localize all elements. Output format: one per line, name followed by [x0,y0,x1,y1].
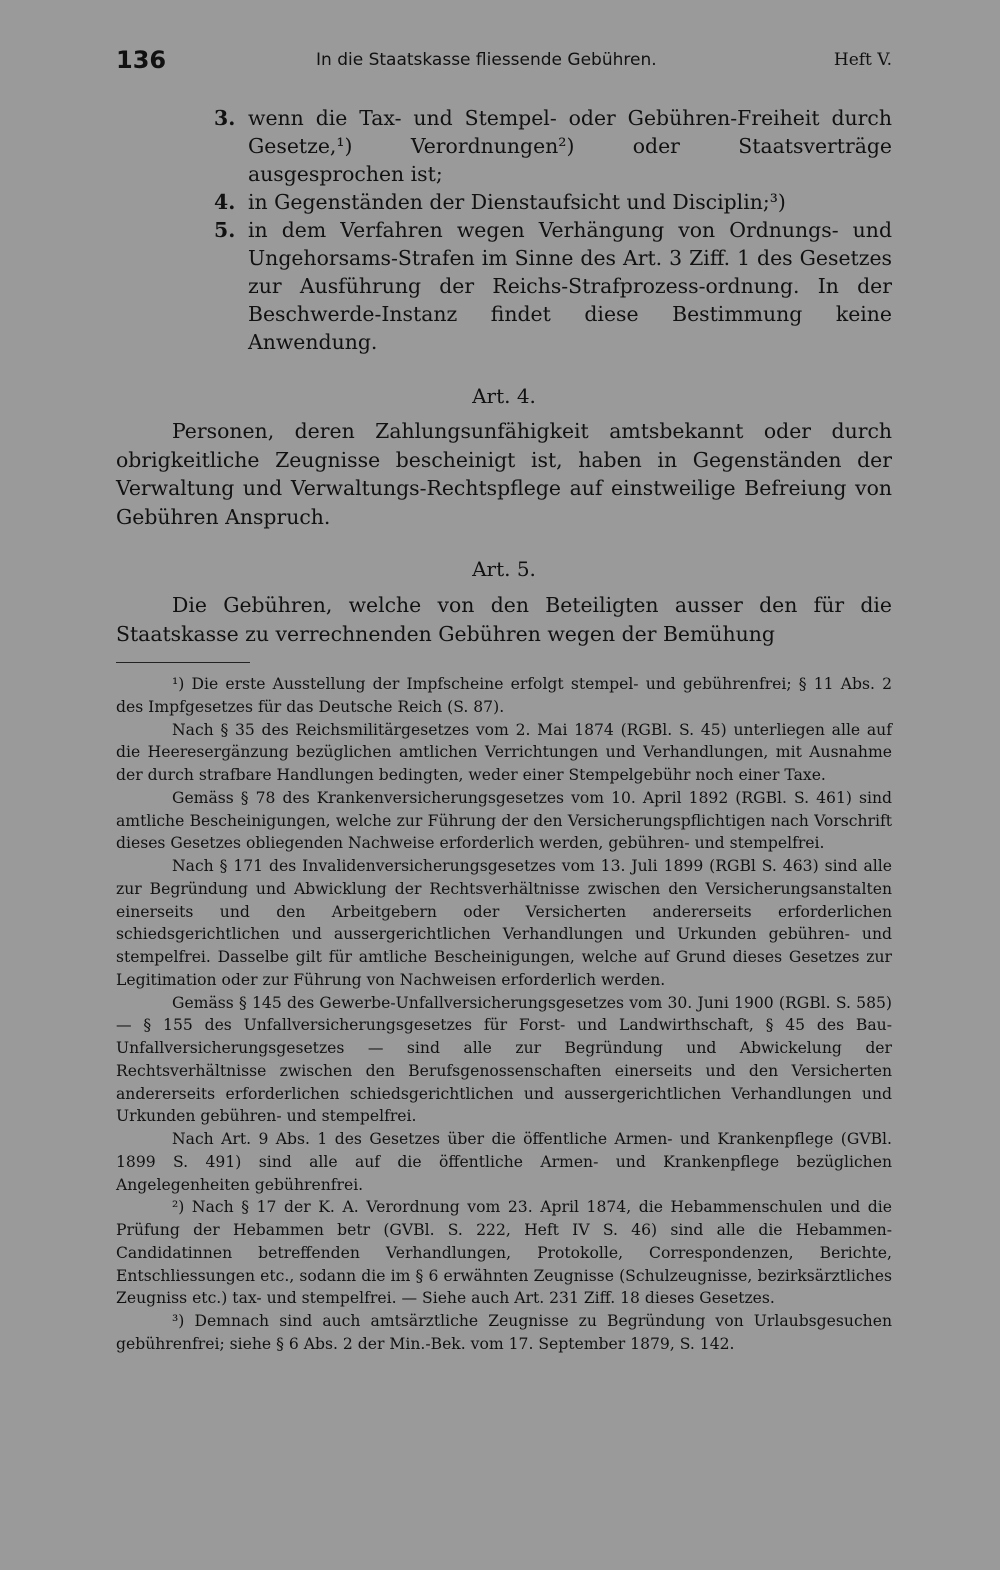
article-5-text: Die Gebühren, welche von den Beteiligten ausser den für die Staatskasse zu verrechnenden Gebühren wegen der Bemühung [116,593,892,646]
list-item-number: 3. [214,106,236,130]
article-4-text: Personen, deren Zahlungsunfähigkeit amtsbekannt oder durch obrigkeitliche Zeugnisse bescheinigt ist, haben in Gegenständen der Verwaltung und Verwaltungs-Rechtspflege auf einstweilige Befreiung von Gebühren Anspruch. [116,419,892,529]
footnote-2: ²) Nach § 17 der K. A. Verordnung vom 23. April 1874, die Hebammenschulen und die Prüfung der Hebammen betr (GVBl. S. 222, Heft IV S. 46) sind alle die Hebammen-Candidatinnen betreffenden Verhandlungen, Protokolle, Correspondenzen, Berichte, Entschliessungen etc., sodann die im § 6 erwähnten Zeugnisse (Schulzeugnisse, bezirksärztliches Zeugniss etc.) tax- und stempelfrei. — Siehe auch Art. 231 Ziff. 18 dieses Gesetzes. [116,1198,892,1308]
footnotes [116,673,892,1356]
page-number: 136 [116,46,167,74]
list-item [116,188,892,216]
footnote-1-paragraph: Nach § 35 des Reichsmilitärgesetzes vom 2. Mai 1874 (RGBl. S. 45) unterliegen alle auf die Heeresergänzung bezüglichen amtlichen Verrichtungen und Verhandlungen, mit Ausnahme der durch strafbare Handlungen bedingten, weder einer Stempelgebühr noch einer Taxe. [116,720,892,784]
footnote-1-paragraph: Gemäss § 145 des Gewerbe-Unfallversicherungsgesetzes vom 30. Juni 1900 (RGBl. S. 585) — § 155 des Unfallversicherungsgesetzes für Forst- und Landwirthschaft, § 45 des Bau-Unfallversicherungsgesetzes — sind alle zur Begründung und Abwickelung der Rechtsverhältnisse zwischen den Berufsgenossenschaften einerseits und den Versicherten andererseits erforderlichen schiedsgerichtlichen und aussergerichtlichen Verhandlungen und Urkunden gebühren- und stempelfrei. [116,993,892,1126]
list-item-text: wenn die Tax- und Stempel- oder Gebühren-Freiheit durch Gesetze,¹) Verordnungen²) oder Staatsverträge ausgesprochen ist; [248,106,892,186]
article-4-heading: Art. 4. [472,384,536,408]
running-title: In die Staatskasse fliessende Gebühren. [316,50,657,70]
footnote-3: ³) Demnach sind auch amtsärztliche Zeugnisse zu Begründung von Urlaubsgesuchen gebührenfrei; siehe § 6 Abs. 2 der Min.-Bek. vom 17. September 1879, S. 142. [116,1312,892,1353]
article-5-heading: Art. 5. [472,557,536,581]
footnote-1-paragraph: Nach Art. 9 Abs. 1 des Gesetzes über die öffentliche Armen- und Krankenpflege (GVBl. 1899 S. 491) sind alle auf die öffentliche Armen- und Krankenpflege bezüglichen Angelegenheiten gebührenfrei. [116,1130,892,1194]
footnote-1-paragraph: Nach § 171 des Invalidenversicherungsgesetzes vom 13. Juli 1899 (RGBl S. 463) sind alle zur Begründung und Abwicklung der Rechtsverhältnisse zwischen den Versicherungsanstalten einerseits und den Arbeitgebern oder Versicherten andererseits erforderlichen schiedsgerichtlichen und aussergerichtlichen Verhandlungen und Urkunden gebühren- und stempelfrei. Dasselbe gilt für amtliche Bescheinigungen, welche auf Grund dieses Gesetzes zur Legitimation oder zur Führung von Nachweisen erforderlich werden. [116,857,892,989]
footnote-1-paragraph: Gemäss § 78 des Krankenversicherungsgesetzes vom 10. April 1892 (RGBl. S. 461) sind amtliche Bescheinigungen, welche zur Führung der den Versicherungspflichtigen nach Vorschrift dieses Gesetzes obliegenden Nachweise erforderlich werden, gebühren- und stempelfrei. [116,788,892,853]
page-header [116,46,892,76]
list-item-number: 5. [214,218,236,242]
numbered-list [116,104,892,356]
list-item [116,104,892,188]
footnote-divider [116,662,250,663]
list-item [116,216,892,356]
list-item-text: in Gegenständen der Dienstaufsicht und Disciplin;³) [248,190,786,214]
list-item-number: 4. [214,190,236,214]
volume-label: Heft V. [833,50,892,70]
list-item-text: in dem Verfahren wegen Verhängung von Ordnungs- und Ungehorsams-Strafen im Sinne des Art. 3 Ziff. 1 des Gesetzes zur Ausführung der Reichs-Strafprozess-ordnung. In der Beschwerde-Instanz findet diese Bestimmung keine Anwendung. [248,218,892,354]
footnote-1: ¹) Die erste Ausstellung der Impfscheine erfolgt stempel- und gebührenfrei; § 11 Abs. 2 des Impfgesetzes für das Deutsche Reich (S. 87). [116,675,892,716]
